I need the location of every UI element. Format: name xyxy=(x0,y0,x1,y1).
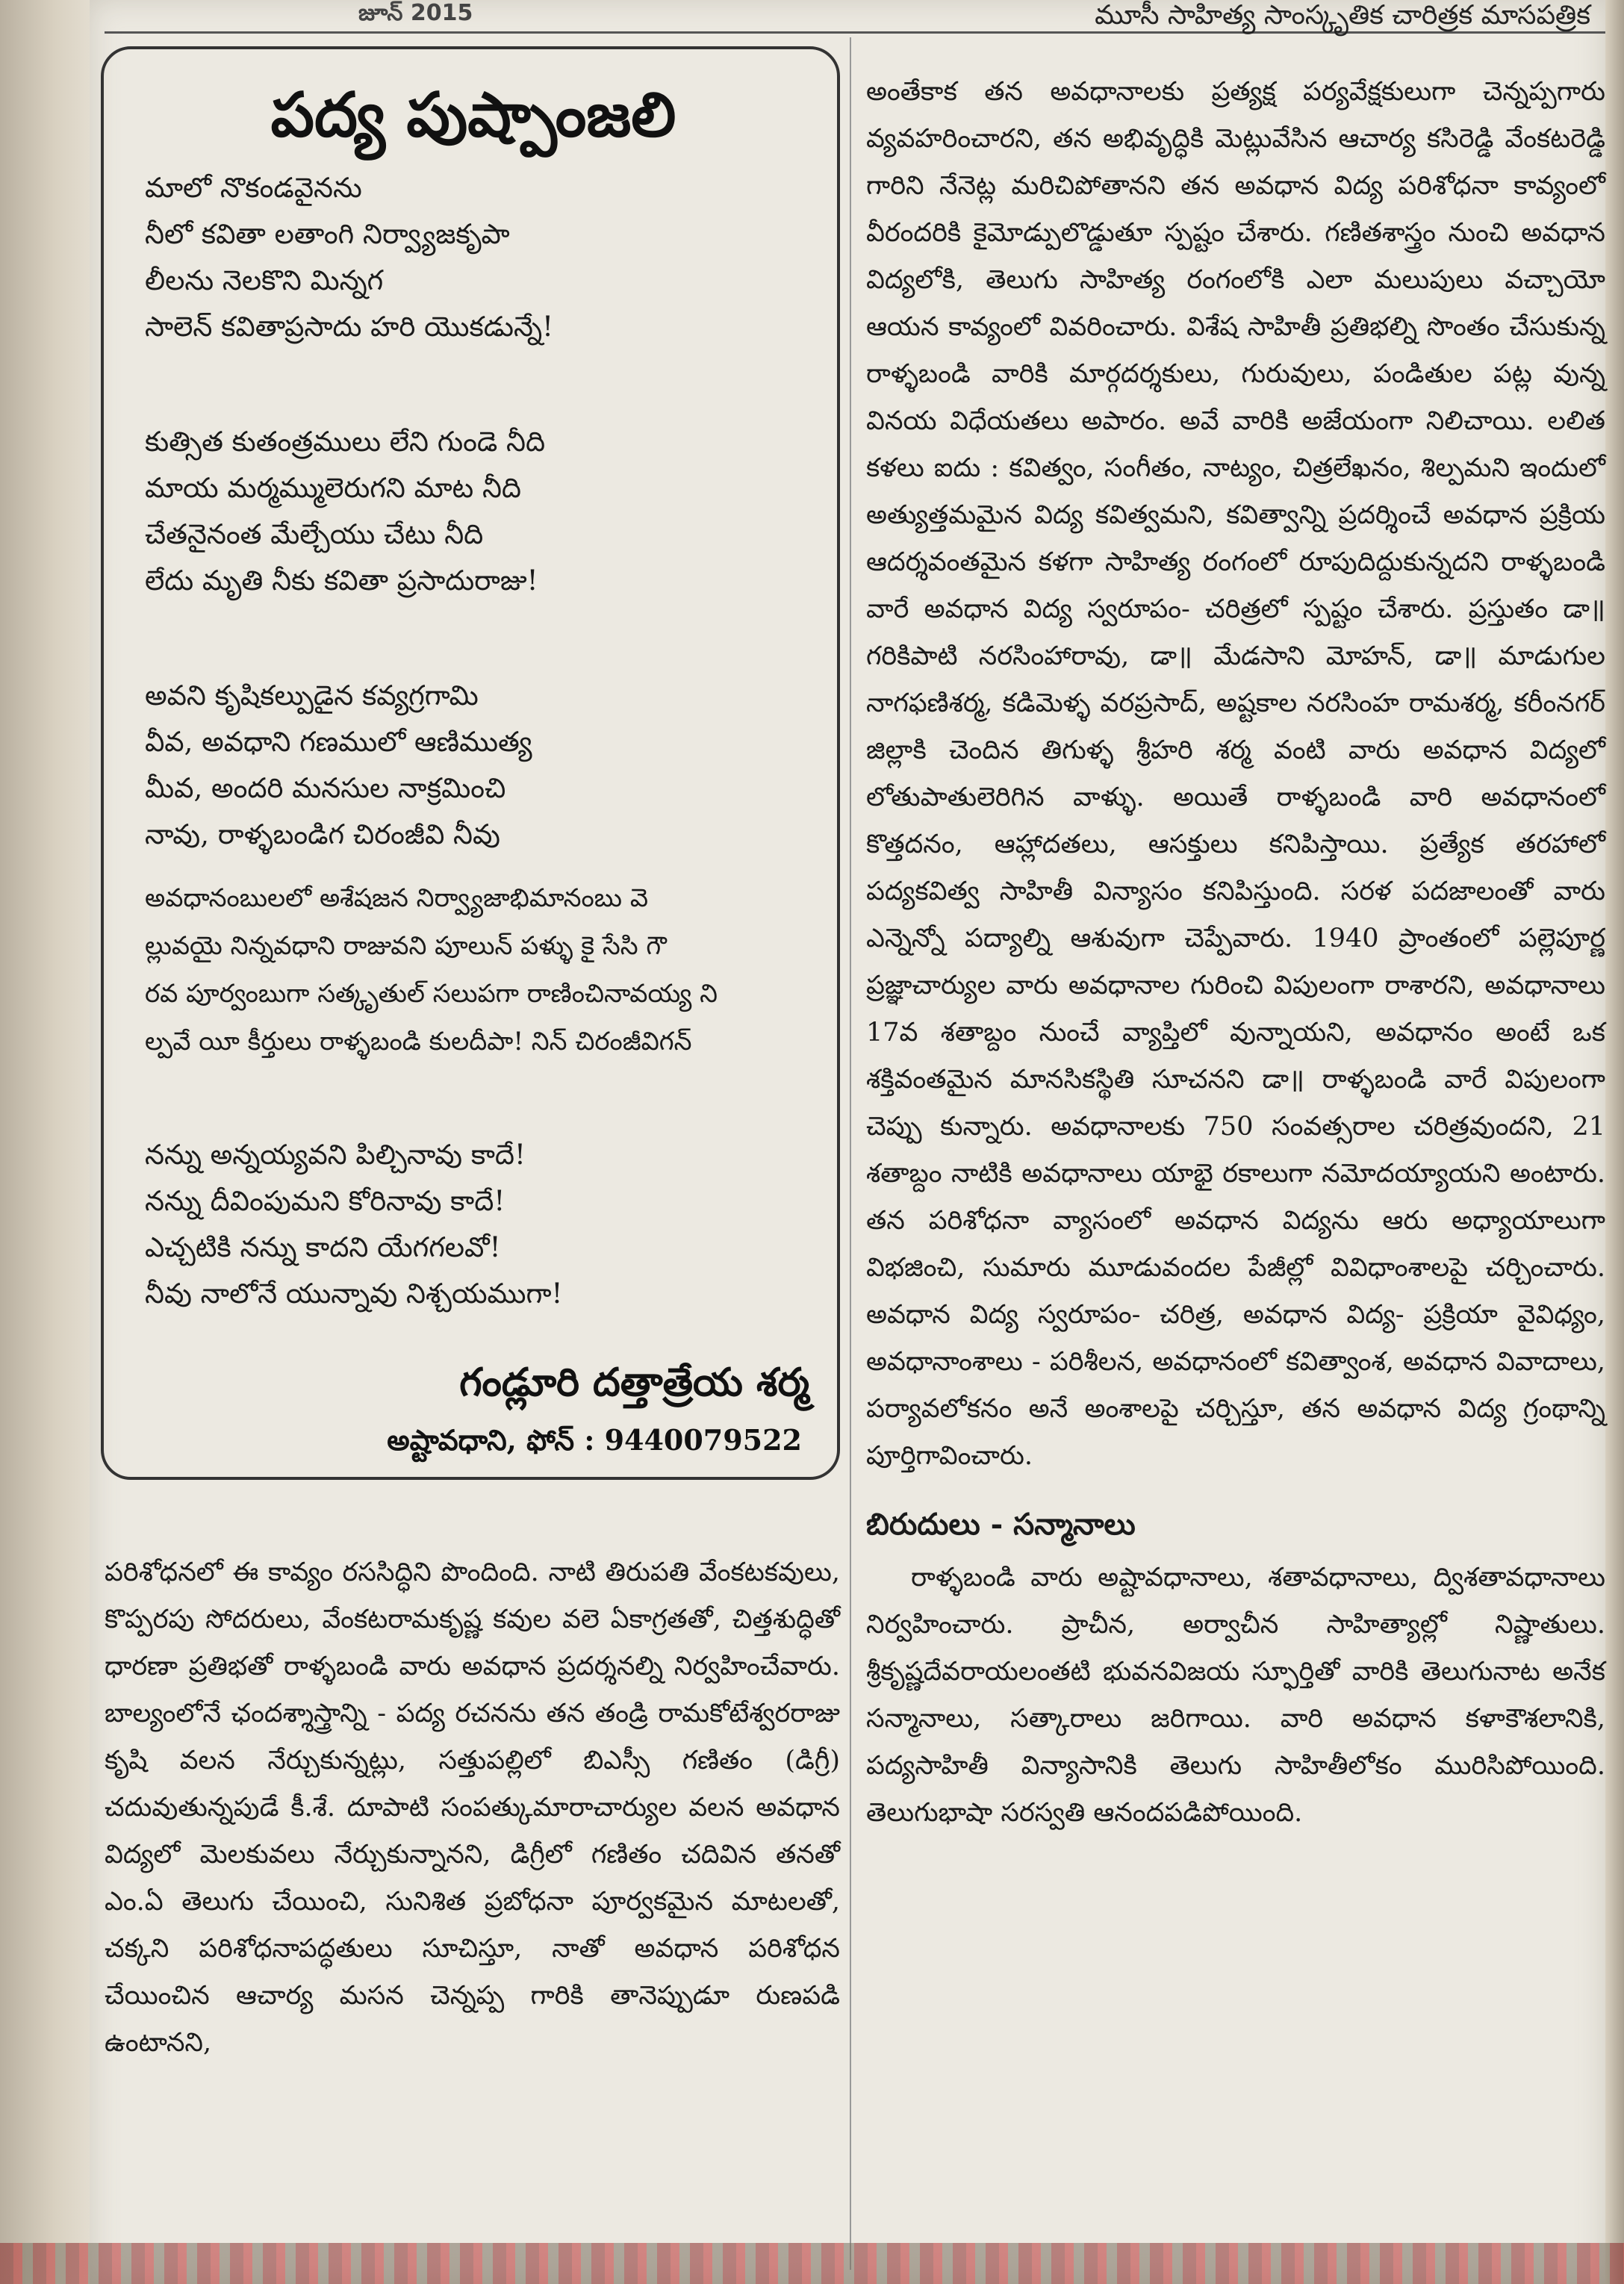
left-column-article xyxy=(105,1549,840,2067)
poem-line: రవ పూర్వంబుగా సత్కృతుల్ సలుపగా రాణించినావయ్య ని xyxy=(145,979,718,1009)
header-title: మూసీ సాహిత్య సాంస్కృతిక చారిత్రక మాసపత్రిక xyxy=(1095,0,1590,31)
poem-stanza-3 xyxy=(145,673,817,858)
right-column-article xyxy=(866,69,1605,1837)
poem-line: నన్ను అన్నయ్యవని పిల్చినావు కాదే! xyxy=(145,1139,526,1171)
poem-line: నీలో కవితా లతాంగి నిర్వ్యాజకృపా xyxy=(145,218,510,250)
poem-line: నావు, రాళ్ళబండిగ చిరంజీవి నీవు xyxy=(145,818,500,850)
poem-author-info: అష్టావధాని, ఫోన్ : 9440079522 xyxy=(387,1423,802,1457)
poem-line: మాయ మర్మమ్ములెరుగని మాట నీది xyxy=(145,472,522,504)
poem-author-name: గండ్లూరి దత్తాత్రేయ శర్మ xyxy=(459,1360,809,1405)
poem-line: సాలెన్ కవితాప్రసాదు హరి యొకడున్నే! xyxy=(145,311,553,343)
poem-line: అవని కృషికల్పుడైన కవ్యగ్రగామి xyxy=(145,679,479,712)
poem-stanza-5 xyxy=(145,1132,817,1317)
article-paragraph: అంతేకాక తన అవధానాలకు ప్రత్యక్ష పర్యవేక్షకులుగా చెన్నప్పగారు వ్యవహరించారని, తన అభివృద్ధికి మెట్లువేసిన ఆచార్య కసిరెడ్డి వేంకటరెడ్డి గారిని నేనెట్ల మరిచిపోతానని తన అవధాన విద్య పరిశోధనా కావ్యంలో వీరందరికి కైమోడ్పులొడ్డుతూ స్పష్టం చేశారు. గణితశాస్త్రం నుంచి అవధాన విద్యలోకి, తెలుగు సాహిత్య రంగంలోకి ఎలా మలుపులు వచ్చాయో ఆయన కావ్యంలో వివరించారు. విశేష సాహితీ ప్రతిభల్ని సొంతం చేసుకున్న రాళ్ళబండి వారికి మార్గదర్శకులు, గురువులు, పండితుల పట్ల వున్న వినయ విధేయతలు అపారం. అవే వారికి అజేయంగా నిలిచాయి. లలిత కళలు ఐదు : కవిత్వం, సంగీతం, నాట్యం, చిత్రలేఖనం, శిల్పమని ఇందులో అత్యుత్తమమైన విద్య కవిత్వమని, కవిత్వాన్ని ప్రదర్శించే అవధాన ప్రక్రియ ఆదర్శవంతమైన కళగా సాహిత్య రంగంలో రూపుదిద్దుకున్నదని రాళ్ళబండి వారే అవధాన విద్య స్వరూపం- చరిత్రలో స్పష్టం చేశారు. ప్రస్తుతం డా॥గరికిపాటి నరసింహారావు, డా॥ మేడసాని మోహన్, డా॥ మాడుగుల నాగఫణిశర్మ, కడిమెళ్ళ వరప్రసాద్, అష్టకాల నరసింహ రామశర్మ, కరీంనగర్ జిల్లాకి చెందిన తిగుళ్ళ శ్రీహరి శర్మ వంటి వారు అవధాన విద్యలో లోతుపాతులెరిగిన వాళ్ళు. అయితే రాళ్ళబండి వారి అవధానంలో కొత్తదనం, ఆహ్లాదతలు, ఆసక్తులు కనిపిస్తాయి. ప్రత్యేక తరహాలో పద్యకవిత్వ సాహితీ విన్యాసం కనిపిస్తుంది. సరళ పదజాలంతో వారు ఎన్నెన్నో పద్యాల్ని ఆశువుగా చెప్పేవారు. 1940 ప్రాంతంలో పల్లెపూర్ణ ప్రజ్ఞాచార్యుల వారు అవధానాల గురించి విపులంగా రాశారని, అవధానాలు 17వ శతాబ్దం నుంచే వ్యాప్తిలో వున్నాయని, అవధానం అంటే ఒక శక్తివంతమైన మానసికస్థితి సూచనని డా॥ రాళ్ళబండి వారే విపులంగా చెప్పు కున్నారు. అవధానాలకు 750 సంవత్సరాల చరిత్రవుందని, 21 శతాబ్దం నాటికి అవధానాలు యాభై రకాలుగా నమోదయ్యాయని అంటారు. తన పరిశోధనా వ్యాసంలో అవధాన విద్యను ఆరు అధ్యాయాలుగా విభజించి, సుమారు మూడువందల పేజీల్లో వివిధాంశాలపై చర్చించారు. అవధాన విద్య స్వరూపం- చరిత్ర, అవధాన విద్య- ప్రక్రియా వైవిధ్యం, అవధానాంశాలు - పరిశీలన, అవధానంలో కవిత్వాంశ, అవధాన వివాదాలు, పర్యావలోకనం అనే అంశాలపై చర్చిస్తూ, తన అవధాన విద్య గ్రంథాన్ని పూర్తిగావించారు. xyxy=(866,77,1605,1471)
poem-line: మీవ, అందరి మనసుల నాక్రమించి xyxy=(145,772,506,804)
column-divider xyxy=(850,37,851,2270)
poem-line: ఎచ్చటికి నన్ను కాదని యేగగలవో! xyxy=(145,1231,501,1263)
page-left-edge xyxy=(0,0,90,2284)
poem-line: లీలను నెలకొని మిన్నగ xyxy=(145,264,384,296)
poem-line: చేతనైనంత మేల్చేయు చేటు నీది xyxy=(145,518,484,550)
article-paragraph: రాళ్ళబండి వారు అష్టావధానాలు, శతావధానాలు, ద్విశతావధానాలు నిర్వహించారు. ప్రాచీన, అర్వాచీన సాహిత్యాల్లో నిష్ణాతులు. శ్రీకృష్ణదేవరాయలంతటి భువనవిజయ స్ఫూర్తితో వారికి తెలుగునాట అనేక సన్మానాలు, సత్కారాలు జరిగాయి. వారి అవధాన కళాకౌశలానికి, పద్యసాహితీ విన్యాసానికి తెలుగు సాహితీలోకం మురిసిపోయింది. తెలుగుభాషా సరస్వతి ఆనందపడిపోయింది. xyxy=(866,1563,1605,1828)
poem-line: లేదు మృతి నీకు కవితా ప్రసాదురాజు! xyxy=(145,564,538,597)
stacked-pages-edge xyxy=(0,2243,1624,2284)
poem-line: మాలో నొకండవైనను xyxy=(145,172,362,204)
page-header xyxy=(105,0,1605,34)
poem-line: వీవ, అవధాని గణములో ఆణిముత్య xyxy=(145,726,532,758)
section-heading: బిరుదులు - సన్మానాలు xyxy=(866,1507,1136,1542)
poem-line: నీవు నాలోనే యున్నావు నిశ్చయముగా! xyxy=(145,1278,563,1310)
poem-title: పద్య పుష్పాంజలి xyxy=(270,79,676,151)
article-paragraph: పరిశోధనలో ఈ కావ్యం రససిద్ధిని పొందింది. నాటి తిరుపతి వేంకటకవులు, కొప్పరపు సోదరులు, వేంకటరామకృష్ణ కవుల వలె ఏకాగ్రతతో, చిత్తశుద్ధితో ధారణా ప్రతిభతో రాళ్ళబండి వారు అవధాన ప్రదర్శనల్ని నిర్వహించేవారు. బాల్యంలోనే ఛందశ్శాస్త్రాన్ని - పద్య రచనను తన తండ్రి రామకోటేశ్వరరాజు కృషి వలన నేర్చుకున్నట్లు, సత్తుపల్లిలో బిఎస్సీ గణితం (డిగ్రీ) చదువుతున్నపుడే కీ.శే. దూపాటి సంపత్కుమారాచార్యుల వలన అవధాన విద్యలో మెలకువలు నేర్చుకున్నానని, డిగ్రీలో గణితం చదివిన తనతో ఎం.ఏ తెలుగు చేయించి, సునిశిత ప్రబోధనా పూర్వకమైన మాటలతో, చక్కని పరిశోధనాపద్ధతులు సూచిస్తూ, నాతో అవధాన పరిశోధన చేయించిన ఆచార్య మసన చెన్నప్ప గారికి తానెప్పుడూ రుణపడి ఉంటానని, xyxy=(105,1558,840,2058)
poem-stanza-1 xyxy=(145,165,817,350)
poem-line: కుత్సిత కుతంత్రములు లేని గుండె నీది xyxy=(145,426,546,458)
poem-line: అవధానంబులలో అశేషజన నిర్వ్యాజాభిమానంబు వె xyxy=(145,883,649,913)
poem-stanza-4 xyxy=(145,874,813,1065)
page-right-edge xyxy=(1605,0,1624,2284)
poem-line: ల్లువయై నిన్నవధాని రాజువని పూలున్ పళ్ళు కై సేసి గౌ xyxy=(145,931,667,961)
poem-stanza-2 xyxy=(145,419,817,604)
poem-line: ల్పవే యీ కీర్తులు రాళ్ళబండి కులదీపా! నిన్ చిరంజీవిగన్ xyxy=(145,1027,692,1057)
poem-box xyxy=(101,46,840,1480)
poem-line: నన్ను దీవింపుమని కోరినావు కాదే! xyxy=(145,1185,505,1217)
header-date: జూన్ 2015 xyxy=(358,0,473,26)
